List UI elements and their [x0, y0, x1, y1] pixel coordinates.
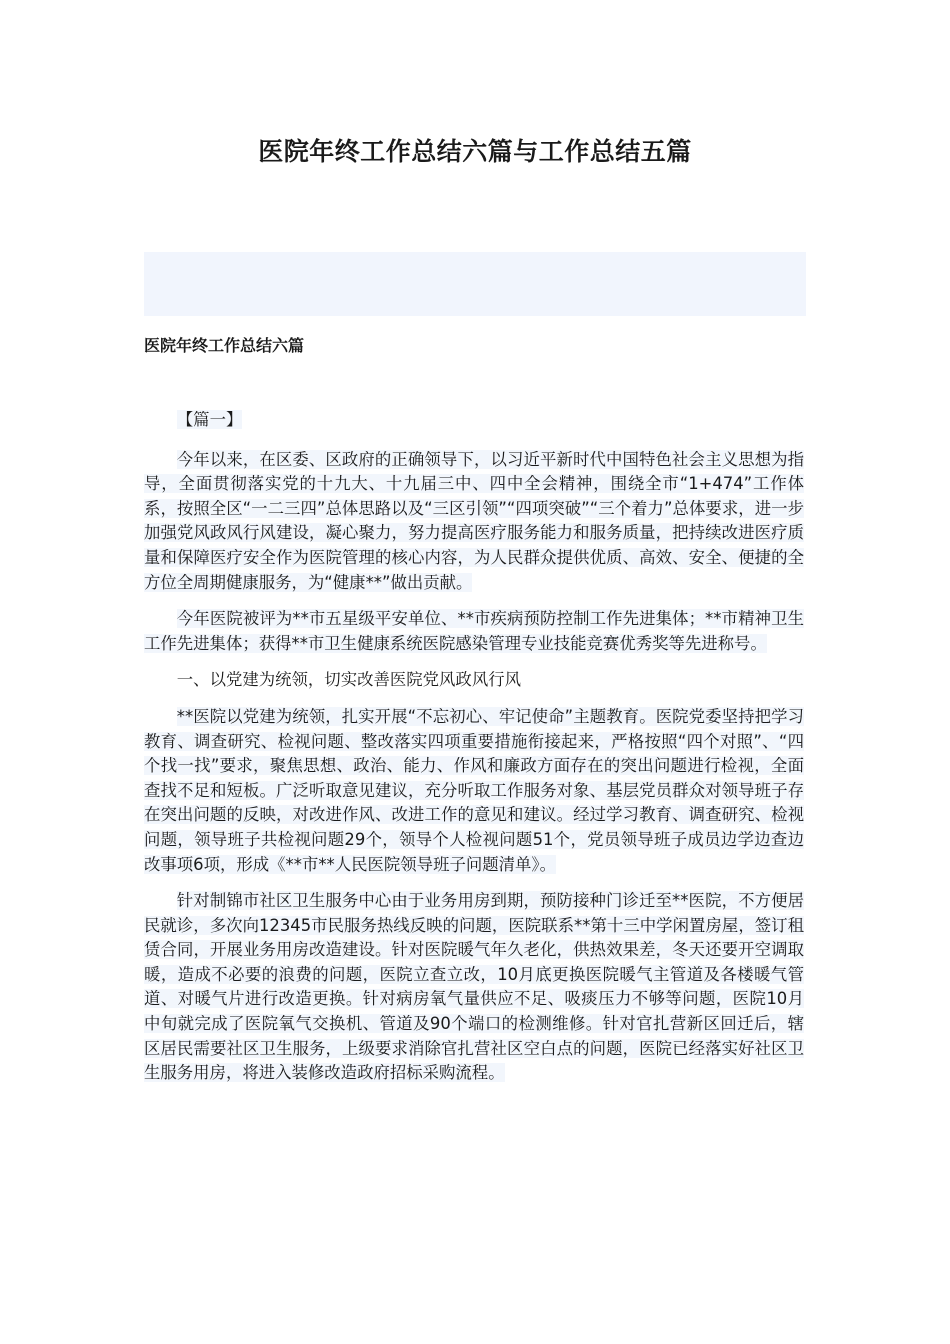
paragraph-2	[144, 607, 804, 656]
paragraph-4-text: 针对制锦市社区卫生服务中心由于业务用房到期，预防接种门诊迁至**医院，不方便居民就诊，多次向12345市民服务热线反映的问题，医院联系**第十三中学闲置房屋，签订租赁合同，开展业务用房改造建设。针对医院暖气年久老化，供热效果差，冬天还要开空调取暖，造成不必要的浪费的问题，医院立查立改，10月底更换医院暖气主管道及各楼暖气管道、对暖气片进行改造更换。针对病房氧气量供应不足、吸痰压力不够等问题，医院10月中旬就完成了医院氧气交换机、管道及90个端口的检测维修。针对官扎营新区回迁后，辖区居民需要社区卫生服务，上级要求消除官扎营社区空白点的问题，医院已经落实好社区卫生服务用房，将进入装修改造政府招标采购流程。	[144, 891, 804, 1083]
heading-1	[144, 668, 804, 693]
paragraph-3-text: **医院以党建为统领，扎实开展“不忘初心、牢记使命”主题教育。医院党委坚持把学习教育、调查研究、检视问题、整改落实四项重要措施衔接起来，严格按照“四个对照”、“四个找一找”要求，聚焦思想、政治、能力、作风和廉政方面存在的突出问题进行检视，全面查找不足和短板。广泛听取意见建议，充分听取工作服务对象、基层党员群众对领导班子存在突出问题的反映，对改进作风、改进工作的意见和建议。经过学习教育、调查研究、检视问题，领导班子共检视问题29个，领导个人检视问题51个，党员领导班子成员边学边查边改事项6项，形成《**市**人民医院领导班子问题清单》。	[144, 706, 804, 874]
part-label	[144, 408, 804, 433]
paragraph-4	[144, 889, 804, 1086]
paragraph-1	[144, 448, 804, 596]
paragraph-2-text: 今年医院被评为**市五星级平安单位、**市疾病预防控制工作先进集体；**市精神卫生工作先进集体；获得**市卫生健康系统医院感染管理专业技能竞赛优秀奖等先进称号。	[144, 609, 804, 653]
heading-1-text: 一、以党建为统领，切实改善医院党风政风行风	[176, 670, 521, 690]
banner-placeholder	[144, 252, 806, 316]
document-body	[144, 408, 804, 1098]
paragraph-1-text: 今年以来，在区委、区政府的正确领导下，以习近平新时代中国特色社会主义思想为指导，全面贯彻落实党的十九大、十九届三中、四中全会精神，围绕全市“1+474”工作体系，按照全区“一二三四”总体思路以及“三区引领”“四项突破”“三个着力”总体要求，进一步加强党风政风行风建设，凝心聚力，努力提高医疗服务能力和服务质量，把持续改进医疗质量和保障医疗安全作为医院管理的核心内容，为人民群众提供优质、高效、安全、便捷的全方位全周期健康服务，为“健康**”做出贡献。	[144, 449, 804, 592]
document-title: 医院年终工作总结六篇与工作总结五篇	[258, 137, 692, 166]
part-label-text: 【篇一】	[176, 410, 243, 429]
section-title: 医院年终工作总结六篇	[144, 336, 305, 355]
paragraph-3	[144, 705, 804, 877]
